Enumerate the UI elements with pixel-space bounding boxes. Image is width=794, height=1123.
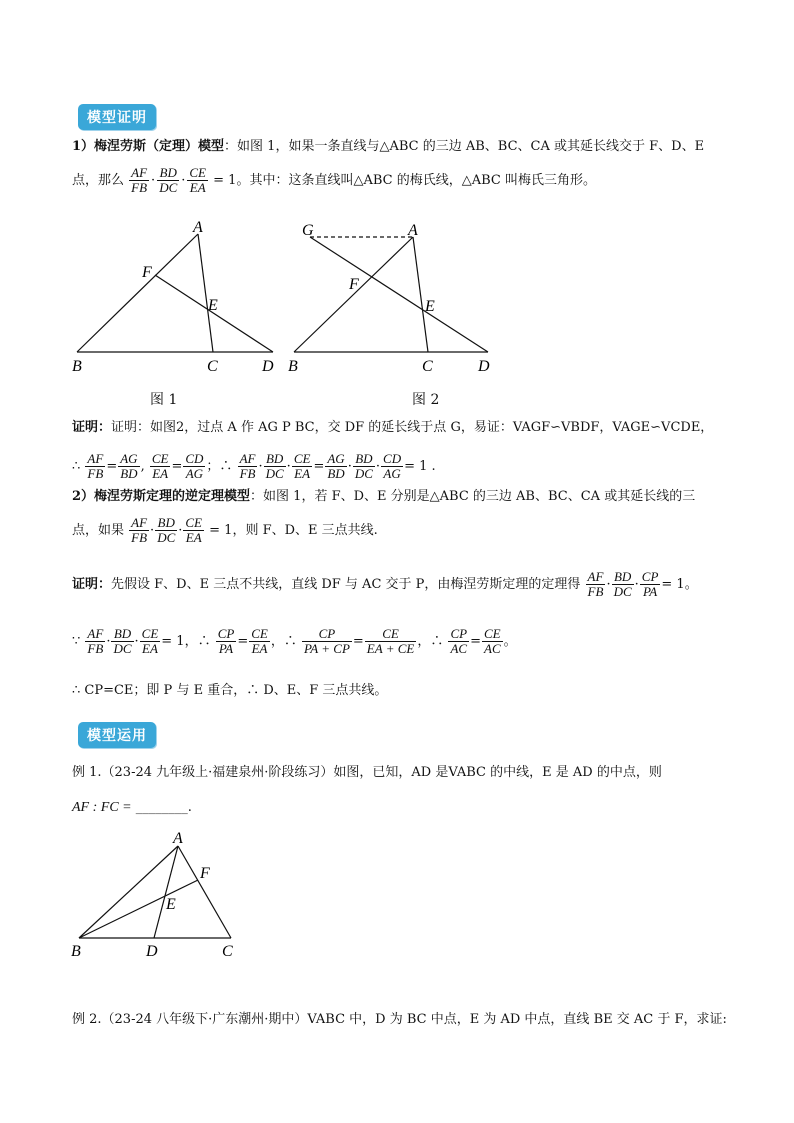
because-symbol: ∵ bbox=[72, 634, 81, 649]
fraction: $\frac{CD}{AG}$ bbox=[185, 451, 204, 481]
paragraph-inverse-theorem bbox=[72, 487, 695, 507]
caption-figure-2: 图 2 bbox=[412, 392, 440, 408]
label-c: C bbox=[207, 358, 218, 375]
example-1-text: 例 1.（23-24 九年级上·福建泉州·阶段练习）如图，已知，AD 是VABC 的中线，E 是 AD 的中点，则 bbox=[72, 765, 662, 780]
label-c: C bbox=[222, 943, 233, 960]
text-mid: ，∴ bbox=[417, 634, 444, 649]
fraction: $\frac{CE}{AC}$ bbox=[484, 626, 501, 656]
fraction-af-fb: $\frac{AF}{FB}$ bbox=[131, 165, 148, 195]
separator: ；∴ bbox=[206, 459, 233, 474]
fraction: $\frac{AG}{BD}$ bbox=[120, 451, 138, 481]
label-b: B bbox=[71, 943, 81, 960]
segment-ab bbox=[79, 846, 178, 938]
fraction: $\frac{BD}{DC}$ bbox=[265, 451, 284, 481]
fraction: $\frac{CE}{EA}$ bbox=[141, 626, 159, 656]
equals-one: = 1 . bbox=[404, 459, 436, 474]
ratio-label: AF : FC = bbox=[72, 800, 132, 815]
fraction: $\frac{CE}{EA}$ bbox=[251, 626, 268, 656]
equals-one: = 1 bbox=[213, 173, 237, 188]
proof-lead: 证明： bbox=[72, 577, 112, 592]
label-e: E bbox=[166, 896, 176, 913]
fraction: $\frac{CE}{EA}$ bbox=[151, 451, 169, 481]
fraction: $\frac{CD}{AG}$ bbox=[383, 451, 402, 481]
section-usage-title: 模型运用 bbox=[78, 722, 156, 748]
label-a: A bbox=[173, 830, 183, 847]
fraction-af-fb: $\frac{AF}{FB}$ bbox=[131, 515, 148, 545]
fraction: $\frac{CP}{AC}$ bbox=[450, 626, 468, 656]
therefore-symbol: ∴ bbox=[72, 459, 81, 474]
label-d: D bbox=[478, 358, 490, 375]
label-b: B bbox=[288, 358, 298, 375]
fraction: $\frac{AF}{FB}$ bbox=[587, 569, 604, 599]
theorem-text: ：如图 1，如果一条直线与△ABC 的三边 AB、BC、CA 或其延长线交于 F、D、E bbox=[224, 139, 705, 154]
label-b: B bbox=[72, 358, 82, 375]
fraction: $\frac{CE}{EA}$ bbox=[293, 451, 311, 481]
label-d: D bbox=[262, 358, 274, 375]
label-f: F bbox=[200, 865, 210, 882]
label-e: E bbox=[425, 298, 435, 315]
fraction: $\frac{CP}{PA}$ bbox=[641, 569, 659, 599]
figure-2 bbox=[280, 215, 510, 380]
fraction: $\frac{BD}{DC}$ bbox=[354, 451, 373, 481]
fraction: $\frac{CP}{PA + CP}$ bbox=[304, 626, 350, 656]
fraction: $\frac{AG}{BD}$ bbox=[327, 451, 345, 481]
label-d: D bbox=[146, 943, 158, 960]
text-collinear: = 1，则 F、D、E 三点共线. bbox=[209, 523, 378, 538]
theorem-formula-line: 点，那么 $\frac{AF}{FB}$ · $\frac{BD}{DC}$ · $\frac{CE}{EA}$ = 1。其中：这条直线叫△ABC 的梅氏线，△ABC 叫梅氏三角形。 bbox=[72, 165, 596, 195]
label-c: C bbox=[422, 358, 433, 375]
fraction: $\frac{AF}{FB}$ bbox=[87, 451, 104, 481]
figure-1 bbox=[60, 215, 290, 380]
segment-ac bbox=[178, 846, 231, 938]
text-then: 点，那么 bbox=[72, 173, 125, 188]
fraction: $\frac{CE}{EA + CE}$ bbox=[366, 626, 415, 656]
inverse-formula-line: 点，如果 $\frac{AF}{FB}$ · $\frac{BD}{DC}$ · $\frac{CE}{EA}$ = 1，则 F、D、E 三点共线. bbox=[72, 515, 378, 545]
proof-2-line-b: ∵ $\frac{AF}{FB}$ · $\frac{BD}{DC}$ · $\frac{CE}{EA}$ = 1，∴ $\frac{CP}{PA}$ = $\frac{CE}{EA}$ ，∴ $\frac{CP}{PA + CP}$ = $\frac{CE}{EA + CE}$ ，∴ $\frac{CP}{AC}$ = $\frac{CE}{AC}$ 。 bbox=[72, 626, 517, 656]
example-1-answer-line bbox=[72, 798, 192, 818]
equals-one: = 1。 bbox=[661, 577, 698, 592]
fraction: $\frac{CP}{PA}$ bbox=[217, 626, 235, 656]
answer-blank: ________ bbox=[135, 800, 188, 815]
theorem-lead: 1）梅涅劳斯（定理）模型 bbox=[72, 139, 225, 154]
proof-lead: 证明： bbox=[72, 420, 112, 435]
section-proof-title: 模型证明 bbox=[78, 104, 156, 130]
inverse-text: ：如图 1，若 F、D、E 分别是△ABC 的三边 AB、BC、CA 或其延长线的三 bbox=[250, 489, 696, 504]
text-mid: = 1，∴ bbox=[161, 634, 211, 649]
label-a: A bbox=[193, 219, 203, 236]
segment-gd bbox=[310, 237, 488, 352]
fraction: $\frac{AF}{FB}$ bbox=[239, 451, 256, 481]
fraction-ce-ea: $\frac{CE}{EA}$ bbox=[189, 165, 207, 195]
text-definition: 。其中：这条直线叫△ABC 的梅氏线，△ABC 叫梅氏三角形。 bbox=[236, 173, 596, 188]
fraction: $\frac{BD}{DC}$ bbox=[613, 569, 632, 599]
text-end: 。 bbox=[503, 634, 517, 649]
segment-ab bbox=[77, 234, 198, 352]
fraction-bd-dc: $\frac{BD}{DC}$ bbox=[157, 515, 176, 545]
text-if: 点，如果 bbox=[72, 523, 125, 538]
caption-figure-1: 图 1 bbox=[150, 392, 178, 408]
label-f: F bbox=[349, 276, 359, 293]
text-mid: ，∴ bbox=[270, 634, 297, 649]
example-2-text: 例 2.（23-24 八年级下·广东潮州·期中）VABC 中，D 为 BC 中点，E 为 AD 中点，直线 BE 交 AC 于 F，求证: bbox=[72, 1012, 727, 1027]
figure-example-1 bbox=[65, 825, 255, 965]
label-e: E bbox=[208, 297, 218, 314]
inverse-lead: 2）梅涅劳斯定理的逆定理模型 bbox=[72, 489, 251, 504]
label-a: A bbox=[408, 222, 418, 239]
fraction: $\frac{BD}{DC}$ bbox=[113, 626, 132, 656]
segment-ab bbox=[294, 237, 413, 352]
proof-2-conclusion: ∴ CP=CE；即 P 与 E 重合，∴ D、E、F 三点共线。 bbox=[72, 683, 388, 698]
fraction: $\frac{AF}{FB}$ bbox=[87, 626, 104, 656]
fraction-ce-ea: $\frac{CE}{EA}$ bbox=[185, 515, 203, 545]
proof-text: 证明：如图2，过点 A 作 AG P BC，交 DF 的延长线于点 G，易证：VAGF∽VBDF，VAGE∽VCDE， bbox=[111, 420, 714, 435]
proof-1-line-a bbox=[72, 418, 713, 438]
proof-text: 先假设 F、D、E 三点不共线，直线 DF 与 AC 交于 P，由梅涅劳斯定理的定理得 bbox=[111, 577, 581, 592]
proof-1-line-b: ∴ $\frac{AF}{FB}$ = $\frac{AG}{BD}$ , $\frac{CE}{EA}$ = $\frac{CD}{AG}$ ；∴ $\frac{AF}{FB}$ · $\frac{BD}{DC}$ · $\frac{CE}{EA}$ = $\frac{AG}{BD}$ · $\frac{BD}{DC}$ · $\frac{CD}{AG}$ = 1 . bbox=[72, 451, 436, 481]
paragraph-menelaus-theorem bbox=[72, 137, 704, 157]
label-f: F bbox=[142, 264, 152, 281]
segment-bf bbox=[79, 880, 198, 938]
fraction-bd-dc: $\frac{BD}{DC}$ bbox=[159, 165, 178, 195]
segment-ac bbox=[198, 234, 213, 352]
text-end: . bbox=[187, 800, 192, 815]
segment-ac bbox=[413, 237, 428, 352]
label-g: G bbox=[302, 222, 314, 239]
proof-2-line-a: 证明：先假设 F、D、E 三点不共线，直线 DF 与 AC 交于 P，由梅涅劳斯定理的定理得 $\frac{AF}{FB}$ · $\frac{BD}{DC}$ · $\frac{CP}{PA}$ = 1。 bbox=[72, 569, 698, 599]
